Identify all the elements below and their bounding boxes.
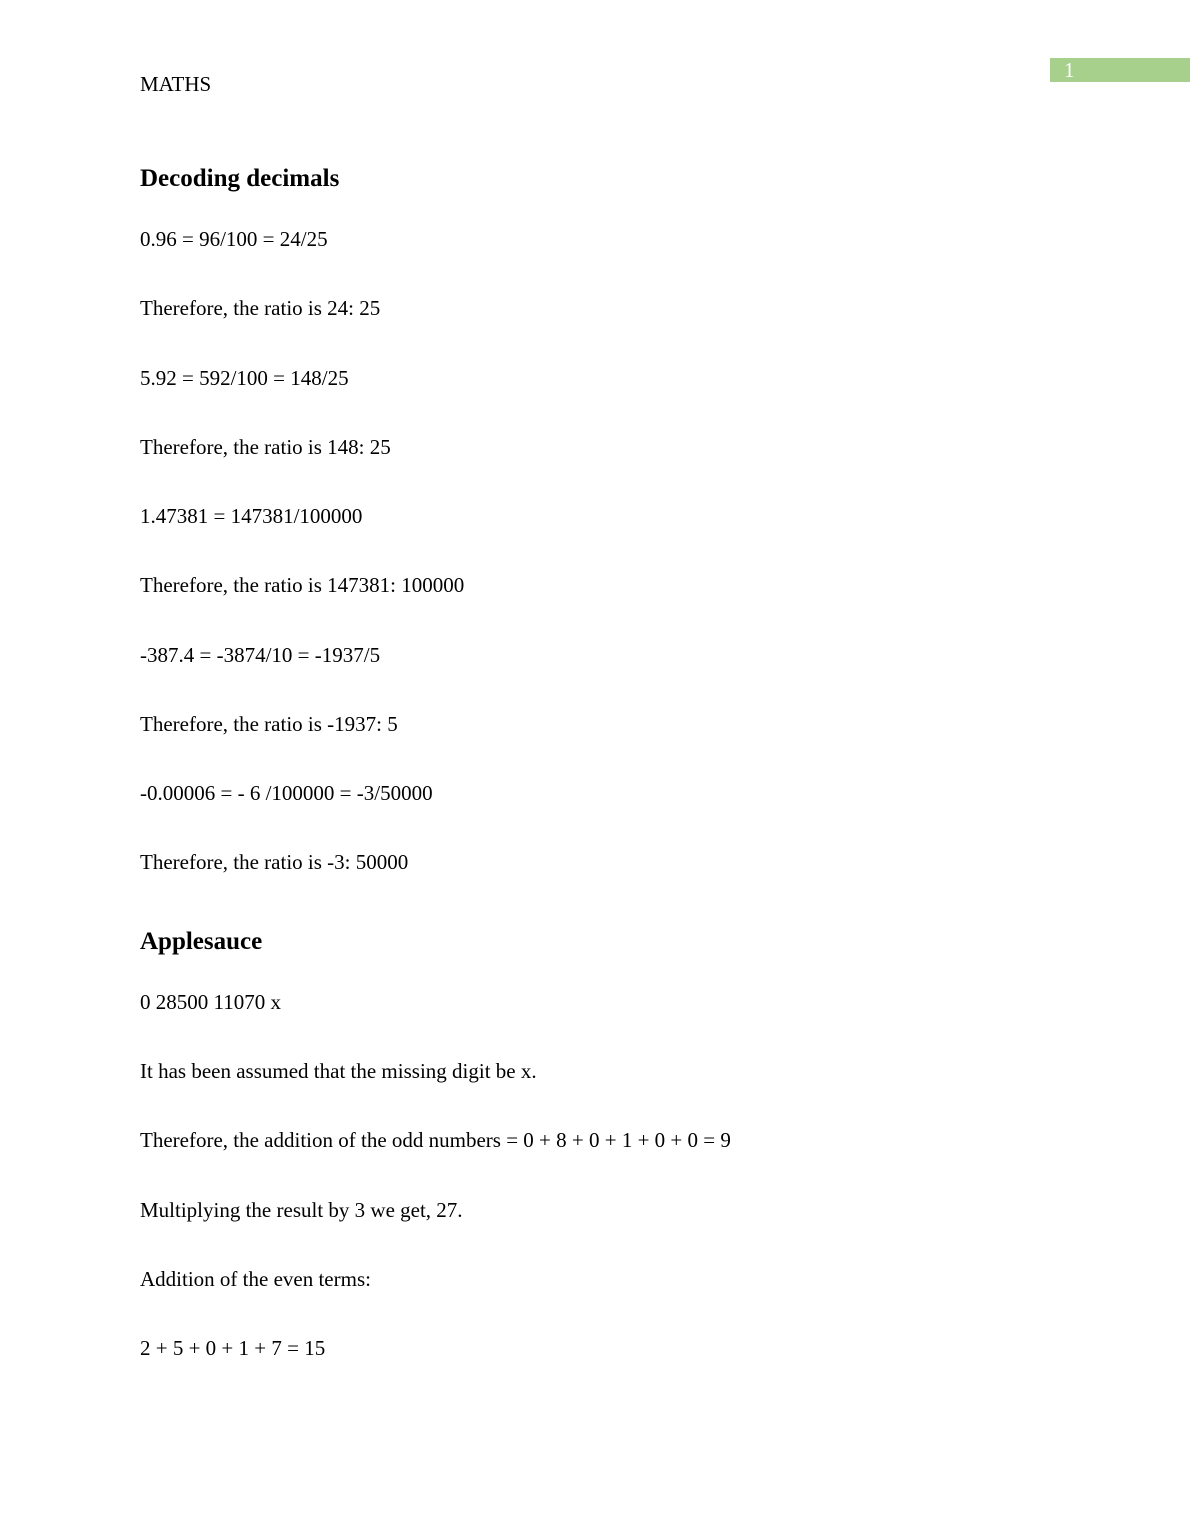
body-line: -387.4 = -3874/10 = -1937/5 bbox=[140, 643, 381, 667]
body-line: It has been assumed that the missing digit be x. bbox=[140, 1059, 537, 1083]
body-line: Therefore, the ratio is 148: 25 bbox=[140, 435, 391, 459]
running-head: MATHS bbox=[140, 72, 212, 96]
body-line: 5.92 = 592/100 = 148/25 bbox=[140, 366, 349, 390]
section-heading-applesauce: Applesauce bbox=[140, 928, 263, 955]
body-line: Therefore, the addition of the odd numbers = 0 + 8 + 0 + 1 + 0 + 0 = 9 bbox=[140, 1128, 731, 1152]
section-heading-decoding-decimals: Decoding decimals bbox=[140, 165, 340, 192]
body-line: 0.96 = 96/100 = 24/25 bbox=[140, 227, 328, 251]
body-line: Therefore, the ratio is 24: 25 bbox=[140, 296, 381, 320]
body-line: Therefore, the ratio is 147381: 100000 bbox=[140, 573, 465, 597]
body-line: 1.47381 = 147381/100000 bbox=[140, 504, 363, 528]
body-line: Therefore, the ratio is -1937: 5 bbox=[140, 712, 398, 736]
body-line: Multiplying the result by 3 we get, 27. bbox=[140, 1198, 463, 1222]
body-line: -0.00006 = - 6 /100000 = -3/50000 bbox=[140, 781, 433, 805]
page-number: 1 bbox=[1064, 58, 1075, 82]
body-line: Addition of the even terms: bbox=[140, 1267, 371, 1291]
body-line: 2 + 5 + 0 + 1 + 7 = 15 bbox=[140, 1336, 326, 1360]
body-line: 0 28500 11070 x bbox=[140, 990, 281, 1014]
page-number-badge bbox=[1050, 58, 1190, 82]
body-line: Therefore, the ratio is -3: 50000 bbox=[140, 850, 409, 874]
